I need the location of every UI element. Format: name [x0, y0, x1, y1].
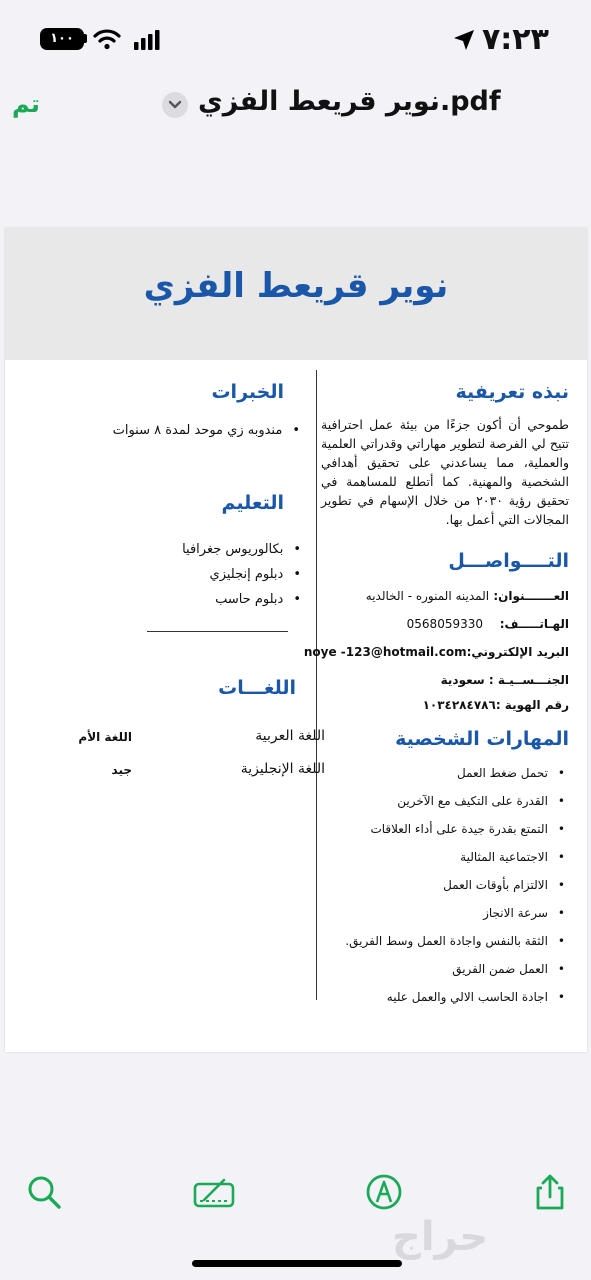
languages-heading: اللغـــات: [218, 677, 296, 699]
share-icon[interactable]: [530, 1172, 570, 1212]
skill-item: • الثقة بالنفس واجادة العمل وسط الفريق.: [345, 934, 565, 948]
annotate-icon[interactable]: [364, 1172, 404, 1212]
nav-bar: [0, 80, 591, 132]
profile-heading: نبذه تعريفية: [455, 381, 569, 403]
education-item: • بكالوريوس جغرافيا: [182, 542, 301, 557]
skill-item: • القدرة على التكيف مع الآخرين: [397, 794, 565, 808]
home-indicator: [192, 1260, 402, 1267]
cv-header: [5, 228, 587, 360]
title-menu-button[interactable]: [162, 92, 188, 118]
experience-item: • مندوبه زي موحد لمدة ٨ سنوات: [113, 423, 300, 438]
section-divider: [147, 631, 288, 632]
document-page[interactable]: [5, 228, 587, 1052]
language-name: اللغة الإنجليزية: [240, 761, 325, 777]
contact-email: البريد الإلكتروني:noye -123@hotmail.com: [303, 645, 569, 659]
search-icon[interactable]: [24, 1172, 64, 1212]
skills-heading: المهارات الشخصية: [395, 728, 569, 750]
skill-item: • التمتع بقدرة جيدة على أداء العلاقات: [370, 822, 565, 836]
education-item: • دبلوم إنجليزي: [210, 567, 301, 582]
chevron-down-icon: [168, 99, 182, 111]
cv-name: نوير قريعط الفزي: [143, 266, 449, 306]
status-time: ٧:٢٣: [482, 22, 549, 57]
skill-item: • الاجتماعية المثالية: [460, 850, 565, 864]
watermark-logo: حراج: [392, 1214, 489, 1260]
education-item: • دبلوم حاسب: [215, 592, 301, 607]
battery-tip: [84, 34, 87, 43]
language-name: اللغة العربية: [255, 728, 325, 744]
bottom-toolbar: [0, 1160, 591, 1230]
skill-item: • الالتزام بأوقات العمل: [443, 878, 565, 892]
location-arrow-icon: [452, 28, 476, 52]
contact-phone: الهـاتـــــف: 0568059330: [406, 617, 569, 631]
contact-address: العـــــــنوان: المدينه المنوره - الخالديه: [365, 589, 569, 603]
status-bar: [0, 0, 591, 80]
contact-id-number: رقم الهوية :١٠٣٤٢٨٤٧٨٦: [422, 698, 569, 712]
skill-item: • تحمل ضغط العمل: [457, 766, 565, 780]
markup-icon[interactable]: [192, 1172, 236, 1212]
experience-heading: الخبرات: [211, 381, 284, 403]
document-title[interactable]: نوير قريعط الفزي.pdf: [198, 86, 501, 117]
contact-nationality: الجنـــســيـة : سعودية: [440, 673, 569, 687]
column-divider: [316, 370, 317, 1000]
language-level: اللغة الأم: [78, 730, 132, 744]
language-level: جيد: [111, 763, 132, 777]
profile-text: طموحي أن أكون جزءًا من بيئة عمل احترافية تتيح لي الفرصة لتطوير مهاراتي وقدراتي العلمية والعملية، مما يساعدني على تحقيق أهدافي الشخصية والمهنية. كما أتطلع للمساهمة في تحقيق رؤية ٢٠٣٠ من خلال الإسهام في تطوير المجالات التي أعمل بها.: [321, 417, 569, 527]
wifi-icon: [93, 27, 121, 51]
cellular-signal-icon: [133, 30, 161, 50]
skill-item: • سرعة الانجاز: [483, 906, 565, 920]
done-button[interactable]: تم: [12, 90, 40, 118]
contact-heading: التــــواصـــل: [448, 550, 569, 572]
education-heading: التعليم: [221, 492, 284, 514]
skill-item: • العمل ضمن الفريق: [452, 962, 565, 976]
battery-icon: ١٠٠: [40, 28, 84, 50]
skill-item: • اجادة الحاسب الالي والعمل عليه: [387, 990, 565, 1004]
